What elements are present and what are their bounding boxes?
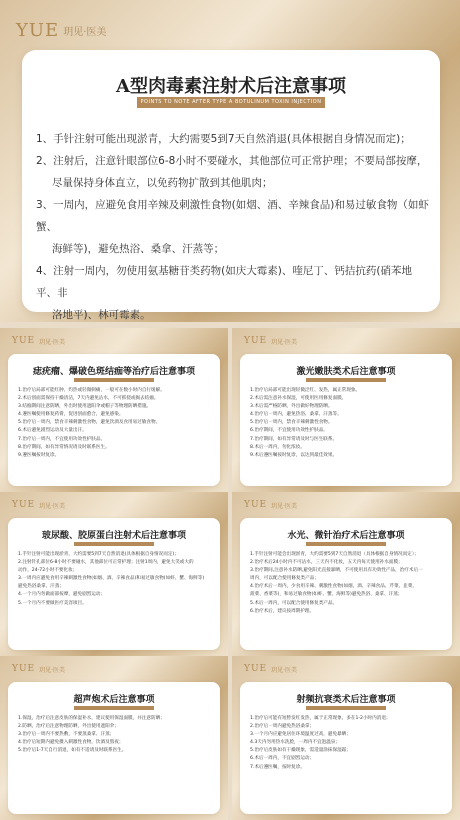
title-underline	[306, 542, 386, 546]
brand-name: 玥见·医美	[271, 502, 298, 510]
panel-item: 1.治疗后可能有短暂发红发热，属于正常现象，多在1-2小时内消退；	[250, 716, 391, 721]
panel-item: 7.术后遵医嘱，按时复诊。	[250, 764, 305, 770]
panel-item: 6.术后一周内，不宜剧烈运动；	[250, 756, 315, 762]
panel-items	[250, 388, 444, 461]
brand-name: 玥见·医美	[63, 27, 107, 38]
panel-item: 5.术后一周内，可以配合使用修复类产品。	[250, 600, 338, 606]
brand-logo: YUE	[12, 336, 36, 346]
panel-card	[8, 682, 220, 814]
panel-items	[18, 388, 212, 461]
panel-6	[232, 656, 460, 820]
panel-item: 2.治疗术后24小时内不可沾水，三天内不化妆，五天内每天使用补水面膜；	[250, 560, 403, 566]
brand-logo: YUE	[244, 336, 268, 346]
panel-item: 6.术后避免剧烈运动及大量出汗。	[18, 428, 87, 434]
brand	[12, 336, 65, 346]
brand-name: 玥见·医美	[271, 338, 298, 346]
panel-item: 7.治疗期间，如有异常请及时与医生联系。	[250, 436, 338, 442]
panel-item: 2.防晒，治疗后注意物理防晒，外出使用遮阳伞；	[18, 724, 119, 730]
panel-item: 动作，24-72小时不要化妆；	[18, 568, 78, 574]
panel-3	[0, 492, 228, 656]
brand-logo: YUE	[244, 664, 268, 674]
title-underline	[74, 706, 154, 710]
brand	[244, 500, 297, 510]
panel-item: 2.术后创面需保持干燥清洁，7天内避免沾水，不可抓挠或揭去结痂。	[18, 396, 159, 402]
title-underline	[306, 378, 386, 382]
hero-title: A型肉毒素注射术后注意事项	[116, 76, 346, 97]
title-underline	[306, 706, 386, 710]
panel-item: 3.结痂期间注意防晒，外出时使用遮阳伞或帽子等物理防晒措施。	[18, 404, 152, 410]
brand	[12, 664, 65, 674]
panel-item: 3.术后需严格防晒，外出做好物理防晒。	[250, 404, 333, 410]
panel-item: 避免热浴桑拿、汗蒸；	[18, 584, 64, 590]
panel-item: 6.治疗术后，建议按周期护理。	[250, 608, 315, 614]
brand	[244, 336, 297, 346]
panel-item: 1.保湿，治疗后注意皮肤的保湿补水，建议使用保湿面膜，并注意防晒；	[18, 716, 165, 721]
panel-item: 8.治疗期间，如有异常情况请及时联系医生。	[18, 444, 110, 450]
panel-item: 3.治疗后一周内不要热敷，不要蒸桑拿、汗蒸；	[18, 732, 115, 738]
hero-card	[22, 50, 440, 321]
panel-card	[8, 518, 220, 650]
panel-item: 菠菜、香菜等)，和易过敏食物(如虾、蟹、海鲜等)避免热浴、桑拿、汗蒸；	[250, 592, 403, 598]
panel-item: 4.治疗术后一周内，少食用辛辣、刺激性食物(如烟、酒、辛辣食品、芹菜、韭菜、	[250, 584, 417, 590]
panel-item: 3.一周内应避免食用辛辣刺激性食物(如烟、酒、辛辣食品)和易过敏食物(如虾、蟹、海鲜等)	[18, 576, 205, 582]
brand-logo: YUE	[12, 500, 36, 510]
panel-card	[240, 682, 452, 814]
panel-item: 2.注射针孔部位6-8小时不要碰水，其他部位可正常护理；注射1周内，避免大笑或大的	[18, 560, 194, 566]
panel-item: 5.一个月内不要做医疗美容项目。	[18, 600, 87, 606]
hero-item: 1、手针注射可能出现淤青，大约需要5到7天自然消退(具体根据自身情况而定)；	[36, 133, 411, 145]
brand-name: 玥见·医美	[271, 666, 298, 674]
hero-items	[36, 128, 430, 326]
panel-item: 7.治疗后一周内，不宜使用功效性护肤品。	[18, 436, 106, 442]
title-underline	[74, 542, 154, 546]
panel-5	[0, 656, 228, 820]
panel-item: 周内，可以配合使用修复类产品；	[250, 576, 319, 582]
panel-item: 5.治疗后一周内，禁食辛辣刺激性食物，避免饮酒及食用易过敏食物。	[18, 420, 161, 426]
panel-title: 痣疣瘤、爆破色斑结痂等治疗后注意事项	[32, 367, 195, 377]
brand	[244, 664, 297, 674]
brand-logo: YUE	[16, 20, 60, 41]
panel-card	[240, 518, 452, 650]
panel-4	[232, 492, 460, 656]
panel-item: 3.治疗期间,注意补水防晒,避免阳光直接暴晒，不可使用具有功效性产品，治疗术后一	[250, 568, 423, 574]
panel-item: 8.术后一周内，勿化浓妆。	[250, 444, 305, 450]
panel-item: 1.治疗后局部可能红肿、灼热或轻微刺痛，一般可在数小时内自行缓解。	[18, 388, 165, 393]
panel-item: 1.手针注射可能会出现淤青，大约需要5到7天自然消退（具体根据自身情况而定）；	[250, 552, 419, 557]
panel-items	[250, 716, 444, 773]
panel-item: 3.一个月内应避免居住环境温度过高，避免暴晒；	[250, 732, 351, 738]
hero-item: 洛地平)、林可霉素。	[52, 309, 151, 321]
panel-title: 玻尿酸、胶原蛋白注射术后注意事项	[41, 531, 186, 541]
panel-items	[18, 716, 212, 756]
panel-2	[232, 328, 460, 492]
panel-title: 射频抗衰类术后注意事项	[296, 695, 396, 705]
panel-item: 5.治疗后一周内，禁食辛辣刺激性食物。	[250, 420, 333, 426]
panel-card	[8, 354, 220, 486]
panel-card	[240, 354, 452, 486]
hero-item: 4、注射一周内，勿使用氨基糖苷类药物(如庆大霉素)、喹尼丁、钙拮抗药(硝苯地平、非	[36, 265, 412, 299]
panel-items	[18, 552, 212, 609]
brand-name: 玥见·医美	[39, 502, 66, 510]
panel-item: 4.遵医嘱使用修复药膏，促进创面愈合，避免感染。	[18, 412, 124, 418]
brand	[16, 20, 106, 41]
panel-item: 9.术后遵医嘱按时复诊，以达到最佳效果。	[250, 452, 338, 458]
hero-item: 2、注射后，注意针眼部位6-8小时不要碰水，其他部位可正常护理；不要局部按摩，	[36, 155, 428, 167]
brand	[12, 500, 65, 510]
hero-item: 海鲜等)，避免热浴、桑拿、汗蒸等；	[52, 243, 225, 255]
brand-logo: YUE	[12, 664, 36, 674]
panel-item: 9.遵医嘱按时复诊。	[18, 452, 60, 458]
panel-1	[0, 328, 228, 492]
panel-item: 6.治疗期间，不宜使用功效性护肤品。	[250, 428, 328, 434]
hero-item: 尽量保持身体直立，以免药物扩散到其他肌肉；	[52, 177, 273, 189]
panel-title: 超声炮术后注意事项	[73, 695, 155, 705]
panel-item: 5.治疗后1-7天自行消退，如有不适请及时联系医生。	[18, 748, 127, 754]
hero-subtitle: POINTS TO NOTE AFTER TYPE A BOTULINUM TOXIN INJECTION	[137, 97, 325, 108]
brand-name: 玥见·医美	[39, 338, 66, 346]
hero-item: 3、一周内，应避免食用辛辣及刺激性食物(如烟、酒、辛辣食品)和易过敏食物（如虾蟹、	[36, 199, 429, 233]
panel-item: 2.治疗后一周内避免热浴桑拿；	[250, 724, 315, 730]
title-underline	[74, 378, 154, 382]
panel-item: 4.一个月内勿做面部按摩，避免剧烈运动；	[18, 592, 106, 598]
panel-item: 2.术后需注意补水保湿，可使用医用修复面膜。	[250, 396, 347, 402]
brand-logo: YUE	[244, 500, 268, 510]
panel-item: 4.治疗后短期内避免摄入刺激性食物，饮酒及熬夜；	[18, 740, 124, 746]
panel-title: 激光嫩肤类术后注意事项	[296, 367, 396, 377]
panel-item: 1.治疗后局部可能出现轻微泛红、发热，属正常现象。	[250, 388, 361, 393]
panel-item: 5.治疗后皮肤如有干燥现象，需适量涂抹保湿霜；	[250, 748, 351, 754]
panel-title: 水光、微针治疗术后注意事项	[287, 531, 405, 541]
panel-item: 1.手针注射可能出现淤青，大约需要5到7天自然消退(具体根据自身情况而定)；	[18, 552, 179, 557]
hero-section	[0, 0, 460, 322]
panel-item: 4.治疗后一周内，避免热浴、桑拿、汗蒸等。	[250, 412, 342, 418]
panel-item: 4.3天内勿用热水洗脸，一周内不宜泡温泉；	[250, 740, 340, 746]
brand-name: 玥见·医美	[39, 666, 66, 674]
panel-items	[250, 552, 444, 617]
